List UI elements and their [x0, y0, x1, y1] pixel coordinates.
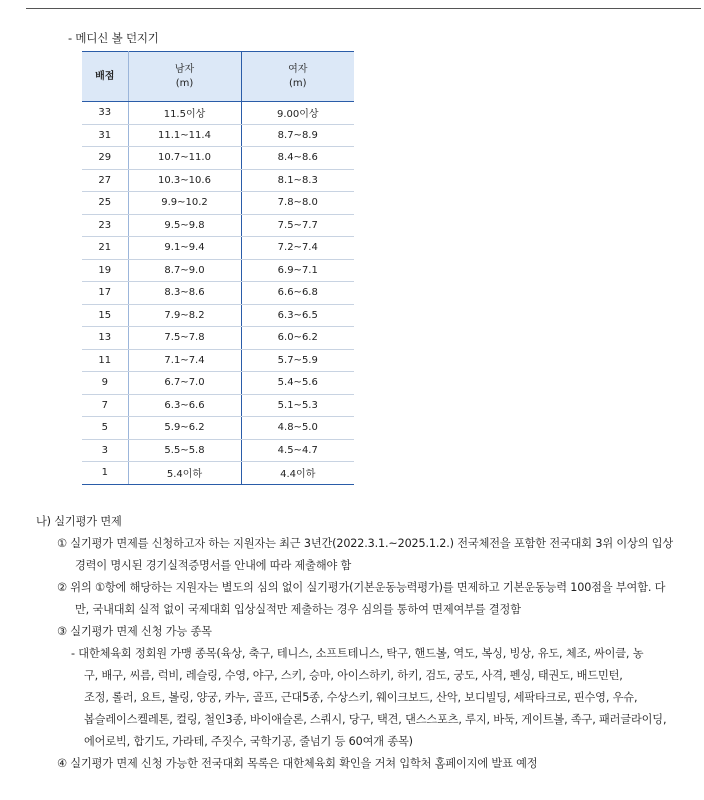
item-2-line-1: ② 위의 ①항에 해당하는 지원자는 별도의 심의 없이 실기평가(기본운동능력평가)를 면제하고 기본운동능력 100점을 부여함. 다: [57, 581, 666, 594]
sports-list-line-5: 에어로빅, 합기도, 가라테, 주짓수, 국학기공, 줄넘기 등 60여개 종목): [84, 735, 413, 748]
table-row: [82, 237, 354, 260]
male-cell: 7.9~8.2: [128, 304, 241, 327]
table-header-row: [82, 52, 354, 102]
male-cell: 8.7~9.0: [128, 259, 241, 282]
table-row: [82, 282, 354, 305]
item-3-title: ③ 실기평가 면제 신청 가능 종목: [57, 625, 212, 638]
male-cell: 7.5~7.8: [128, 327, 241, 350]
score-cell: 19: [82, 259, 128, 282]
score-cell: 15: [82, 304, 128, 327]
score-cell: 9: [82, 372, 128, 395]
table-row: [82, 124, 354, 147]
header-male: 남자 (m): [128, 52, 241, 102]
score-cell: 21: [82, 237, 128, 260]
sports-list-line-4: 봅슬레이스켈레톤, 컬링, 철인3종, 바이애슬론, 스쿼시, 당구, 택견, 댄스스포츠, 루지, 바둑, 게이트볼, 족구, 패러글라이딩,: [84, 713, 667, 726]
female-cell: 7.8~8.0: [241, 192, 354, 215]
male-cell: 7.1~7.4: [128, 349, 241, 372]
item-1-line-2: 경력이 명시된 경기실적증명서를 안내에 따라 제출해야 함: [75, 559, 352, 572]
section-title: 나) 실기평가 면제: [36, 515, 122, 528]
sports-list-line-3: 조정, 롤러, 요트, 볼링, 양궁, 카누, 골프, 근대5종, 수상스키, 웨이크보드, 산악, 보디빌딩, 세팍타크로, 핀수영, 우슈,: [84, 691, 638, 704]
table-row: [82, 417, 354, 440]
sub-title: - 메디신 볼 던지기: [68, 31, 159, 45]
score-cell: 27: [82, 169, 128, 192]
female-cell: 6.6~6.8: [241, 282, 354, 305]
table-row: [82, 462, 354, 485]
male-cell: 11.5이상: [128, 102, 241, 125]
female-cell: 4.8~5.0: [241, 417, 354, 440]
female-cell: 7.2~7.4: [241, 237, 354, 260]
male-cell: 6.7~7.0: [128, 372, 241, 395]
female-cell: 6.0~6.2: [241, 327, 354, 350]
item-1-line-1: ① 실기평가 면제를 신청하고자 하는 지원자는 최근 3년간(2022.3.1.~2025.1.2.) 전국체전을 포함한 전국대회 3위 이상의 입상: [57, 537, 674, 550]
score-cell: 25: [82, 192, 128, 215]
female-cell: 7.5~7.7: [241, 214, 354, 237]
female-cell: 5.4~5.6: [241, 372, 354, 395]
score-cell: 13: [82, 327, 128, 350]
table-row: [82, 327, 354, 350]
male-cell: 5.9~6.2: [128, 417, 241, 440]
female-cell: 9.00이상: [241, 102, 354, 125]
male-cell: 10.7~11.0: [128, 147, 241, 170]
male-cell: 6.3~6.6: [128, 394, 241, 417]
male-cell: 8.3~8.6: [128, 282, 241, 305]
male-cell: 5.5~5.8: [128, 439, 241, 462]
female-cell: 8.7~8.9: [241, 124, 354, 147]
table-row: [82, 304, 354, 327]
score-cell: 11: [82, 349, 128, 372]
score-cell: 17: [82, 282, 128, 305]
score-cell: 1: [82, 462, 128, 485]
female-cell: 5.1~5.3: [241, 394, 354, 417]
header-female: 여자 (m): [241, 52, 354, 102]
item-4-line-1: ④ 실기평가 면제 신청 가능한 전국대회 목록은 대한체육회 확인을 거쳐 입학처 홈페이지에 발표 예정: [57, 757, 538, 770]
table-row: [82, 192, 354, 215]
item-2-line-2: 만, 국내대회 실적 없이 국제대회 입상실적만 제출하는 경우 심의를 통하여 면제여부를 결정함: [75, 603, 521, 616]
sports-list-line-1: - 대한체육회 정회원 가맹 종목(육상, 축구, 테니스, 소프트테니스, 탁구, 핸드볼, 역도, 복싱, 빙상, 유도, 체조, 싸이클, 농: [71, 647, 644, 660]
table-row: [82, 349, 354, 372]
female-cell: 4.5~4.7: [241, 439, 354, 462]
female-cell: 6.9~7.1: [241, 259, 354, 282]
female-cell: 8.1~8.3: [241, 169, 354, 192]
score-cell: 31: [82, 124, 128, 147]
female-cell: 5.7~5.9: [241, 349, 354, 372]
score-cell: 23: [82, 214, 128, 237]
male-cell: 9.9~10.2: [128, 192, 241, 215]
male-cell: 10.3~10.6: [128, 169, 241, 192]
male-cell: 9.5~9.8: [128, 214, 241, 237]
score-cell: 33: [82, 102, 128, 125]
table-row: [82, 259, 354, 282]
header-score: 배점: [82, 52, 128, 102]
table-row: [82, 372, 354, 395]
male-cell: 5.4이하: [128, 462, 241, 485]
score-cell: 5: [82, 417, 128, 440]
table-row: [82, 147, 354, 170]
top-divider: [26, 8, 701, 9]
table-row: [82, 102, 354, 125]
score-cell: 7: [82, 394, 128, 417]
table-row: [82, 169, 354, 192]
male-cell: 11.1~11.4: [128, 124, 241, 147]
female-cell: 6.3~6.5: [241, 304, 354, 327]
table-row: [82, 394, 354, 417]
female-cell: 8.4~8.6: [241, 147, 354, 170]
female-cell: 4.4이하: [241, 462, 354, 485]
score-table: [82, 51, 354, 485]
score-cell: 29: [82, 147, 128, 170]
table-row: [82, 214, 354, 237]
table-row: [82, 439, 354, 462]
male-cell: 9.1~9.4: [128, 237, 241, 260]
score-cell: 3: [82, 439, 128, 462]
sports-list-line-2: 구, 배구, 씨름, 럭비, 레슬링, 수영, 야구, 스키, 승마, 아이스하키, 하키, 검도, 궁도, 사격, 펜싱, 태권도, 배드민턴,: [84, 669, 623, 682]
